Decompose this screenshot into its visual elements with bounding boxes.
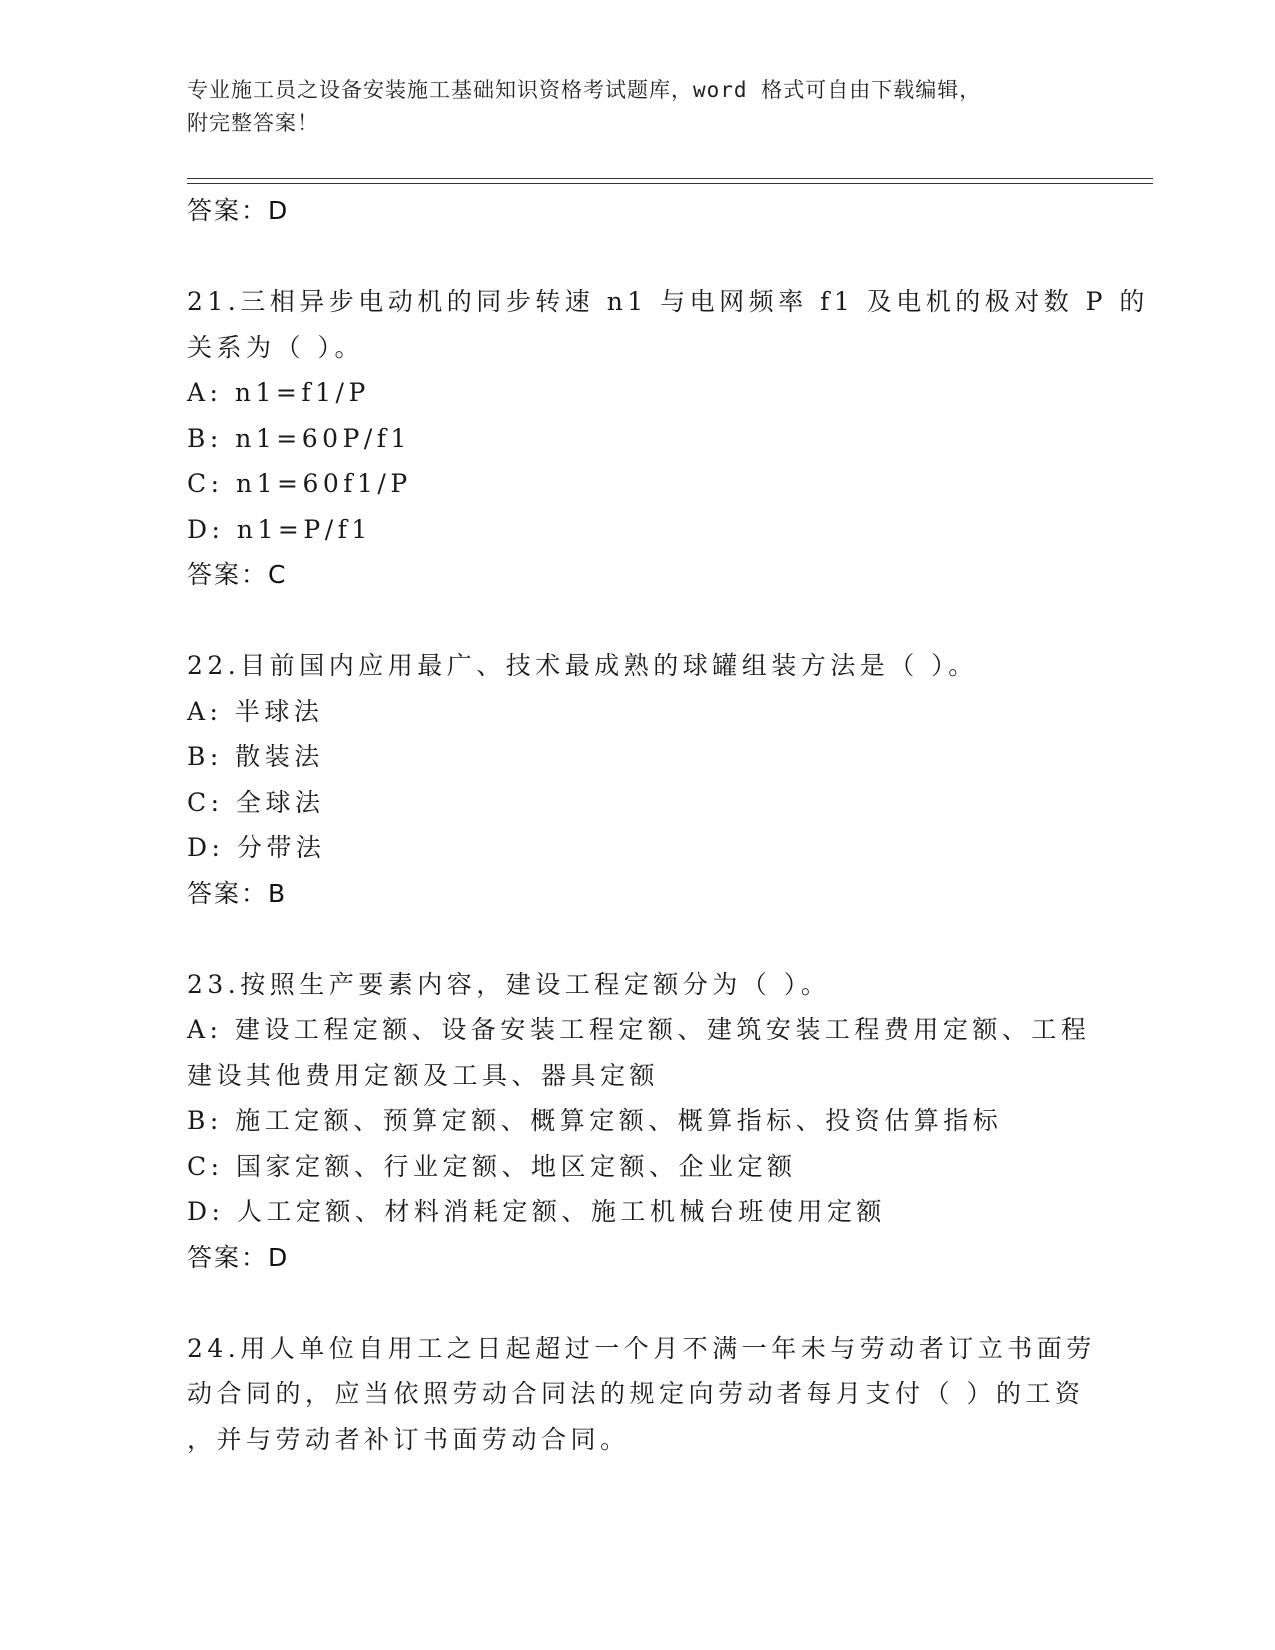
option-a: A: n1=f1/P <box>187 378 370 407</box>
question-22 <box>187 643 1087 916</box>
question-stem-line: 21.三相异步电动机的同步转速 n1 与电网频率 f1 及电机的极对数 P 的 <box>187 287 1149 316</box>
question-stem-line: 22.目前国内应用最广、技术最成熟的球罐组装方法是（ ）。 <box>187 651 978 680</box>
document-header <box>187 74 1087 140</box>
question-stem-line: 23.按照生产要素内容，建设工程定额分为（ ）。 <box>187 969 831 999</box>
option-a: A: 半球法 <box>187 696 324 726</box>
question-stem-line: 动合同的，应当依照劳动合同法的规定向劳动者每月支付（ ）的工资 <box>187 1379 1085 1408</box>
spacer <box>187 916 1087 962</box>
spacer <box>187 598 1087 644</box>
option-c: C: 全球法 <box>187 787 325 817</box>
answer: 答案：D <box>187 1242 290 1272</box>
answer: 答案：B <box>187 878 288 908</box>
document-body <box>187 188 1149 1462</box>
header-line-1: 专业施工员之设备安装施工基础知识资格考试题库，word 格式可自由下载编辑， <box>187 78 982 102</box>
header-line-2: 附完整答案！ <box>187 111 319 135</box>
header-rule-top <box>187 178 1153 179</box>
option-d: D: n1=P/f1 <box>187 514 372 544</box>
option-b: B: n1=60P/f1 <box>187 423 411 453</box>
question-21 <box>187 279 1149 598</box>
question-stem-line: 24.用人单位自用工之日起超过一个月不满一年未与劳动者订立书面劳 <box>187 1333 1096 1363</box>
option-a: A: 建设工程定额、设备安装工程定额、建筑安装工程费用定额、工程 <box>187 1015 1091 1044</box>
option-b: B: 散装法 <box>187 742 324 771</box>
option-c: C: n1=60f1/P <box>187 469 412 498</box>
question-23 <box>187 962 1091 1281</box>
spacer <box>187 1280 1087 1326</box>
question-stem-line: ，并与劳动者补订书面劳动合同。 <box>187 1424 630 1454</box>
previous-answer: 答案：D <box>187 196 290 225</box>
header-rule-bottom <box>187 183 1153 184</box>
option-d: D: 人工定额、材料消耗定额、施工机械台班使用定额 <box>187 1197 886 1226</box>
answer: 答案：C <box>187 560 288 589</box>
option-b: B: 施工定额、预算定额、概算定额、概算指标、投资估算指标 <box>187 1106 1003 1135</box>
option-c: C: 国家定额、行业定额、地区定额、企业定额 <box>187 1151 797 1181</box>
question-stem-line: 关系为（ ）。 <box>187 332 364 362</box>
option-a-continued: 建设其他费用定额及工具、器具定额 <box>187 1060 660 1090</box>
spacer <box>187 234 1087 280</box>
option-d: D: 分带法 <box>187 833 326 862</box>
question-24 <box>187 1326 1096 1463</box>
